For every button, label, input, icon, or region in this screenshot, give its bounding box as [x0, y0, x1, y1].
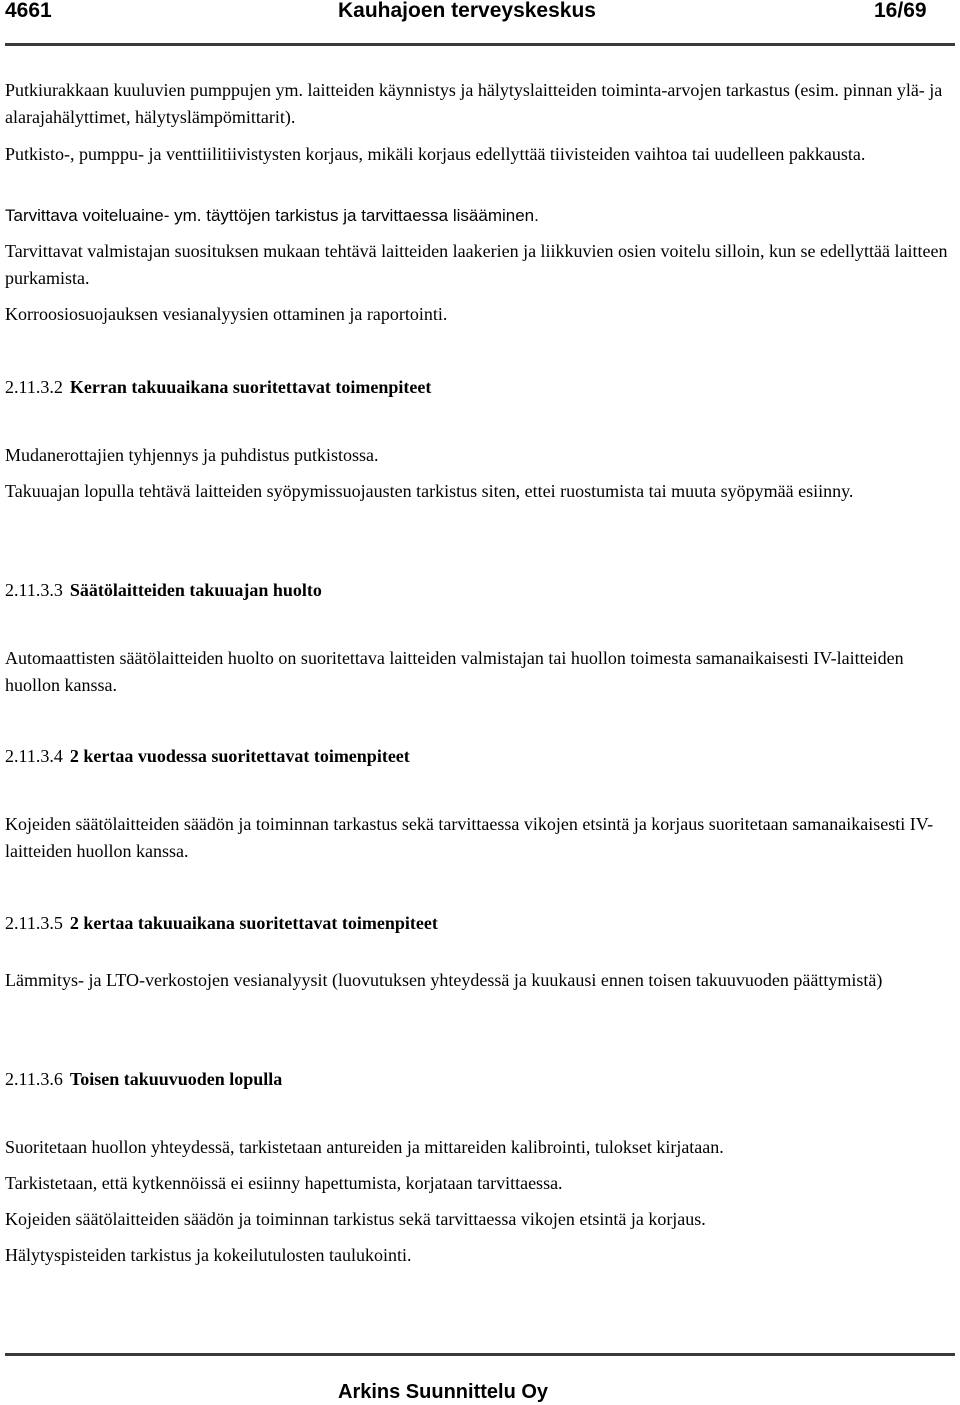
paragraph-seal-repair: Putkisto-, pumppu- ja venttiilitiivistysten korjaus, mikäli korjaus edellyttää tiivisteiden vaihtoa tai uudelleen pakkausta.: [5, 144, 866, 164]
section-heading-2-11-3-6: [5, 1066, 282, 1093]
section-number: 2.11.3.2: [5, 377, 63, 397]
section-heading-2-11-3-4: [5, 743, 410, 770]
paragraph-bearing-lubrication: Tarvittavat valmistajan suosituksen mukaan tehtävä laitteiden laakerien ja liikkuvien osien voitelu silloin, kun se edellyttää laitteen purkamista.: [5, 241, 948, 288]
paragraph-automatic-controls-service: Automaattisten säätölaitteiden huolto on suoritettava laitteiden valmistajan tai huollon toimesta samanaikaisesti IV-laitteiden huollon kanssa.: [5, 648, 904, 695]
section-number: 2.11.3.6: [5, 1069, 63, 1089]
paragraph-corrosion-analysis: Korroosiosuojauksen vesianalyysien ottaminen ja raportointi.: [5, 304, 448, 324]
paragraph-sludge-separators: Mudanerottajien tyhjennys ja puhdistus putkistossa.: [5, 445, 379, 465]
header-divider: [5, 43, 955, 46]
footer-company: Arkins Suunnittelu Oy: [338, 1381, 549, 1403]
paragraph-corrosion-protection-check: Takuuajan lopulla tehtävä laitteiden syöpymissuojausten tarkistus siten, ettei ruostumista tai muuta syöpymää esiinny.: [5, 481, 854, 501]
section-number: 2.11.3.5: [5, 913, 63, 933]
footer-divider: [5, 1353, 955, 1356]
section-heading-2-11-3-3: [5, 577, 322, 604]
paragraph-connection-oxidation: Tarkistetaan, että kytkennöissä ei esiinny hapettumista, korjataan tarvittaessa.: [5, 1173, 563, 1193]
paragraph-pump-startup: Putkiurakkaan kuuluvien pumppujen ym. laitteiden käynnistys ja hälytyslaitteiden toiminta-arvojen tarkastus (esim. pinnan ylä- ja alarajahälyttimet, hälytyslämpömittarit).: [5, 80, 943, 127]
section-title: Toisen takuuvuoden lopulla: [69, 1069, 283, 1089]
paragraph-lubricant-check: Tarvittava voiteluaine- ym. täyttöjen tarkistus ja tarvittaessa lisääminen.: [5, 206, 539, 225]
document-title: Kauhajoen terveyskeskus: [338, 0, 596, 22]
paragraph-water-analyses: Lämmitys- ja LTO-verkostojen vesianalyysit (luovutuksen yhteydessä ja kuukausi ennen toisen takuuvuoden päättymistä): [5, 970, 883, 990]
page-number: 16/69: [874, 0, 927, 22]
section-title: Säätölaitteiden takuuajan huolto: [69, 580, 322, 600]
paragraph-alarm-points: Hälytyspisteiden tarkistus ja kokeilutulosten taulukointi.: [5, 1245, 412, 1265]
section-number: 2.11.3.4: [5, 746, 63, 766]
section-title: Kerran takuuaikana suoritettavat toimenpiteet: [69, 377, 432, 397]
paragraph-controller-inspection: Kojeiden säätölaitteiden säädön ja toiminnan tarkastus sekä tarvittaessa vikojen etsintä ja korjaus suoritetaan samanaikaisesti IV-laitteiden huollon kanssa.: [5, 814, 934, 861]
document-number: 4661: [5, 0, 52, 22]
section-heading-2-11-3-5: [5, 910, 438, 937]
paragraph-controller-check: Kojeiden säätölaitteiden säädön ja toiminnan tarkistus sekä tarvittaessa vikojen etsintä ja korjaus.: [5, 1209, 706, 1229]
paragraph-sensor-calibration: Suoritetaan huollon yhteydessä, tarkistetaan antureiden ja mittareiden kalibrointi, tulokset kirjataan.: [5, 1137, 724, 1157]
section-title: 2 kertaa vuodessa suoritettavat toimenpiteet: [69, 746, 410, 766]
section-title: 2 kertaa takuuaikana suoritettavat toimenpiteet: [69, 913, 438, 933]
page-header: [0, 0, 960, 40]
section-heading-2-11-3-2: [5, 374, 431, 401]
section-number: 2.11.3.3: [5, 580, 63, 600]
